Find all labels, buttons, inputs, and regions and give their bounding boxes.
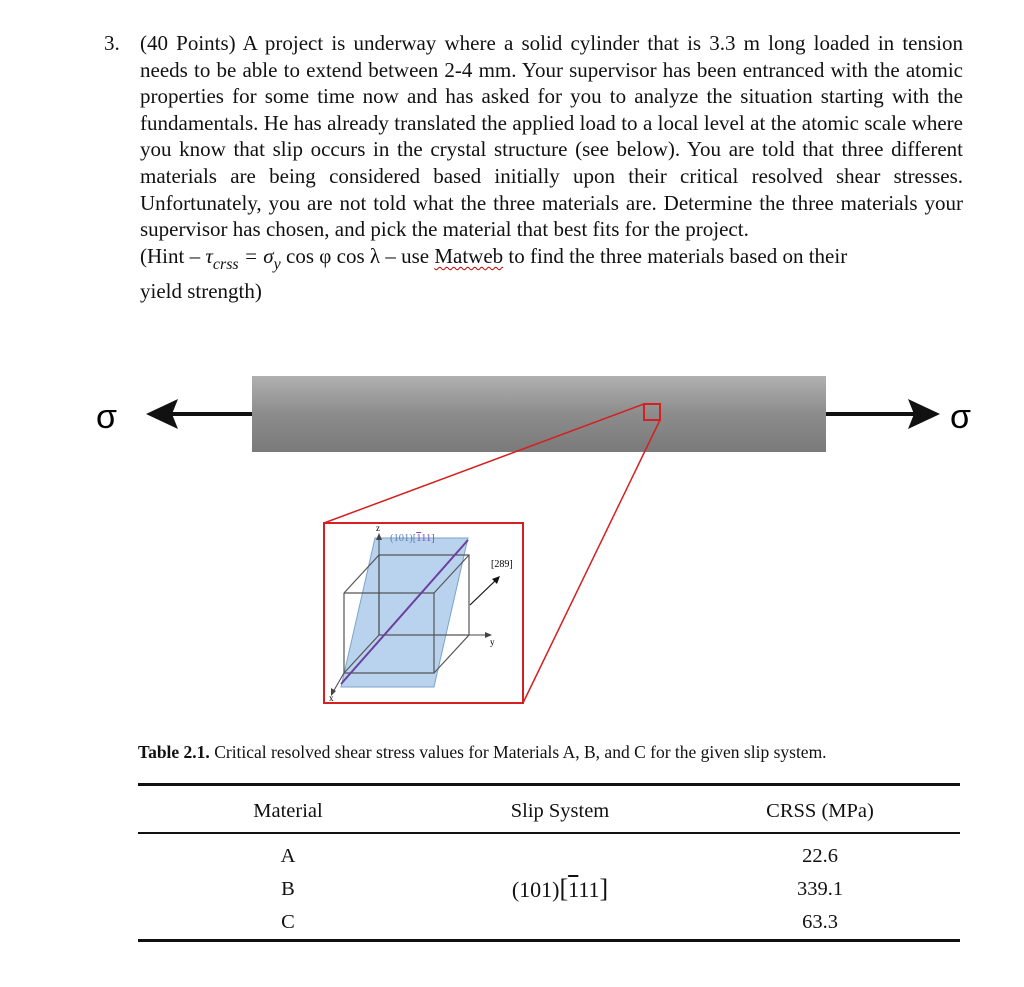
- material-c: C: [281, 911, 295, 933]
- hint-sigma-sub: y: [273, 255, 281, 273]
- crss-a: 22.6: [802, 845, 838, 867]
- slip-system-label-plane: (101)[: [390, 533, 417, 544]
- hint-line: [140, 243, 963, 279]
- material-b: B: [281, 878, 295, 900]
- table-caption: [138, 742, 827, 763]
- table-caption-bold: Table 2.1.: [138, 742, 210, 762]
- question-number: 3.: [104, 31, 120, 55]
- slip-system-value: (101)[111]: [511, 874, 609, 903]
- sigma-right-label: σ: [950, 398, 971, 436]
- slip-system-label-tail: 11]: [421, 533, 435, 544]
- cylinder-slip-figure: [0, 360, 1024, 710]
- header-slip-system: Slip System: [510, 800, 610, 822]
- table-top-rule: [138, 783, 960, 786]
- slip-system-value-bar-digit: 1: [568, 877, 579, 902]
- load-direction-label: [289]: [491, 559, 513, 570]
- slip-system-label-bar-digit: 1: [416, 533, 422, 544]
- hint-prefix: (Hint –: [140, 243, 201, 268]
- hint-tau: τ: [205, 243, 213, 268]
- x-axis-label: x: [329, 693, 334, 703]
- header-crss: CRSS (MPa): [766, 800, 874, 822]
- slip-system-label: [390, 533, 435, 544]
- hint-equals-sigma: = σ: [243, 243, 274, 268]
- matweb-link-text: Matweb: [434, 243, 504, 268]
- zoom-line-lower: [523, 420, 660, 703]
- y-axis-label: y: [490, 637, 495, 647]
- slip-system-value-plane: (101): [511, 877, 560, 902]
- hint-dash: – use: [380, 243, 435, 268]
- table-caption-text: Critical resolved shear stress values for Materials A, B, and C for the given slip system.: [209, 742, 827, 762]
- header-material: Material: [253, 800, 323, 822]
- table-bottom-rule: [138, 939, 960, 942]
- problem-text: (40 Points) A project is underway where a solid cylinder that is 3.3 m long loaded in tension needs to be able to extend between 2-4 mm. Your supervisor has been entranced with the atomic properties for some time now and has asked for you to analyze the situation starting with the fundamentals. He has already translated the applied load to a local level at the atomic scale where you know that slip occurs in the crystal structure (see below). You are told that three different materials are being considered based initially upon their critical resolved shear stresses. Unfortunately, you are not told what the three materials are. Determine the three materials your supervisor has chosen, and pick the material that best fits for the project.: [140, 31, 963, 242]
- hint-end: yield strength): [140, 279, 262, 304]
- crss-c: 63.3: [802, 911, 838, 933]
- hint-rest: to find the three materials based on their: [503, 243, 848, 268]
- material-a: A: [280, 845, 296, 867]
- z-axis-label: z: [376, 523, 380, 533]
- hint-tau-sub: crss: [212, 255, 239, 273]
- solid-cylinder: [252, 376, 826, 452]
- table-header-rule: [138, 832, 960, 834]
- problem-statement: [140, 30, 963, 305]
- crss-b: 339.1: [796, 878, 844, 900]
- sigma-left-label: σ: [96, 398, 117, 436]
- hint-cos: cos φ cos λ: [286, 243, 381, 268]
- slip-system-value-dir: 11: [578, 877, 600, 902]
